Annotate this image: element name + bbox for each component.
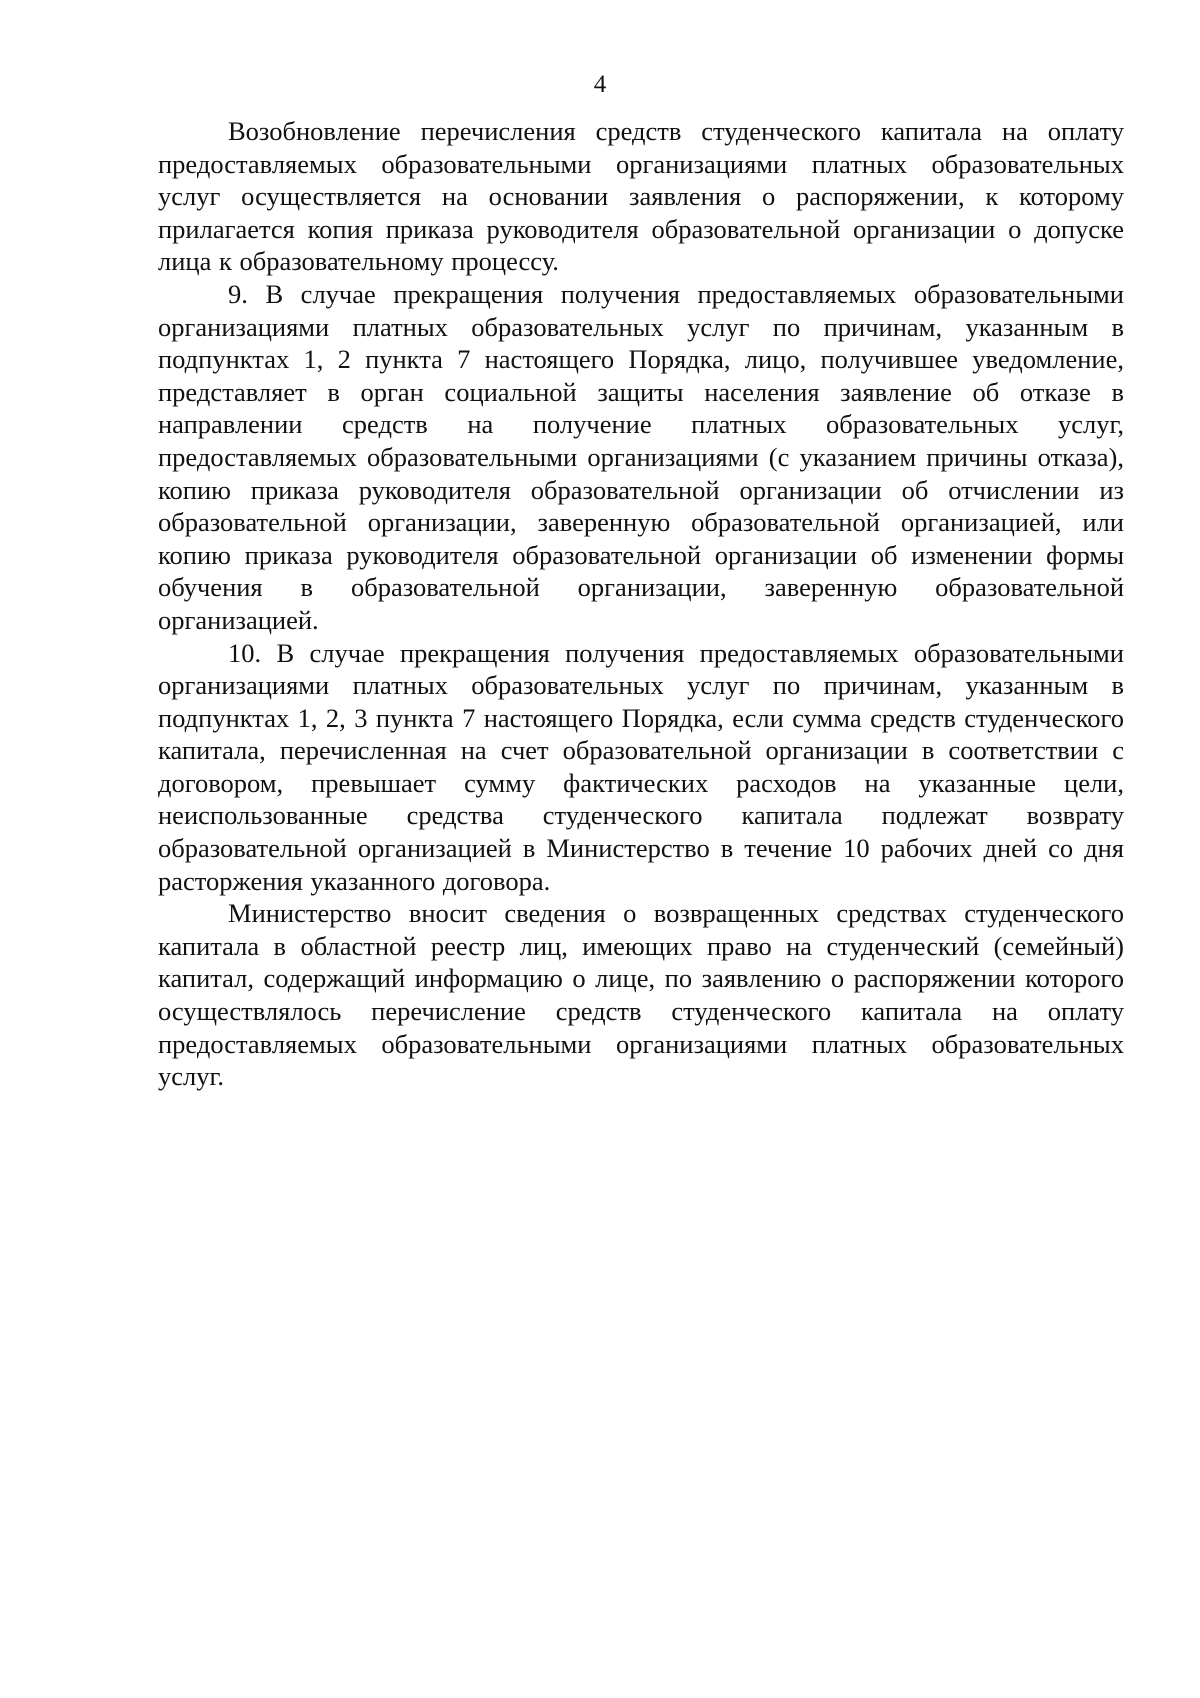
paragraph-resumption: Возобновление перечисления средств студенческого капитала на оплату предоставляемых образовательными организациями платных образовательных услуг осуществляется на основании заявления о распоряжении, к которому прилагается копия приказа руководителя образовательной организации о допуске лица к образовательному процессу. xyxy=(158,116,1124,277)
paragraph-ministry-registry: Министерство вносит сведения о возвращенных средствах студенческого капитала в областной реестр лиц, имеющих право на студенческий (семейный) капитал, содержащий информацию о лице, по заявлению о распоряжении которого осуществлялось перечисление средств студенческого капитала на оплату предоставляемых образовательными организациями платных образовательных услуг. xyxy=(158,898,1124,1092)
paragraph-item-9: 9. В случае прекращения получения предоставляемых образовательными организациями платных образовательных услуг по причинам, указанным в подпунктах 1, 2 пункта 7 настоящего Порядка, лицо, получившее уведомление, представляет в орган социальной защиты населения заявление об отказе в направлении средств на получение платных образовательных услуг, предоставляемых образовательными организациями (с указанием причины отказа), копию приказа руководителя образовательной организации об отчислении из образовательной организации, заверенную образовательной организацией, или копию приказа руководителя образовательной организации об изменении формы обучения в образовательной организации, заверенную образовательной организацией. xyxy=(158,278,1124,635)
page-number: 4 xyxy=(593,71,607,98)
paragraph-item-10: 10. В случае прекращения получения предоставляемых образовательными организациями платных образовательных услуг по причинам, указанным в подпунктах 1, 2, 3 пункта 7 настоящего Порядка, если сумма средств студенческого капитала, перечисленная на счет образовательной организации в соответствии с договором, превышает сумму фактических расходов на указанные цели, неиспользованные средства студенческого капитала подлежат возврату образовательной организацией в Министерство в течение 10 рабочих дней со дня расторжения указанного договора. xyxy=(158,637,1124,896)
document-body xyxy=(158,115,1124,1093)
